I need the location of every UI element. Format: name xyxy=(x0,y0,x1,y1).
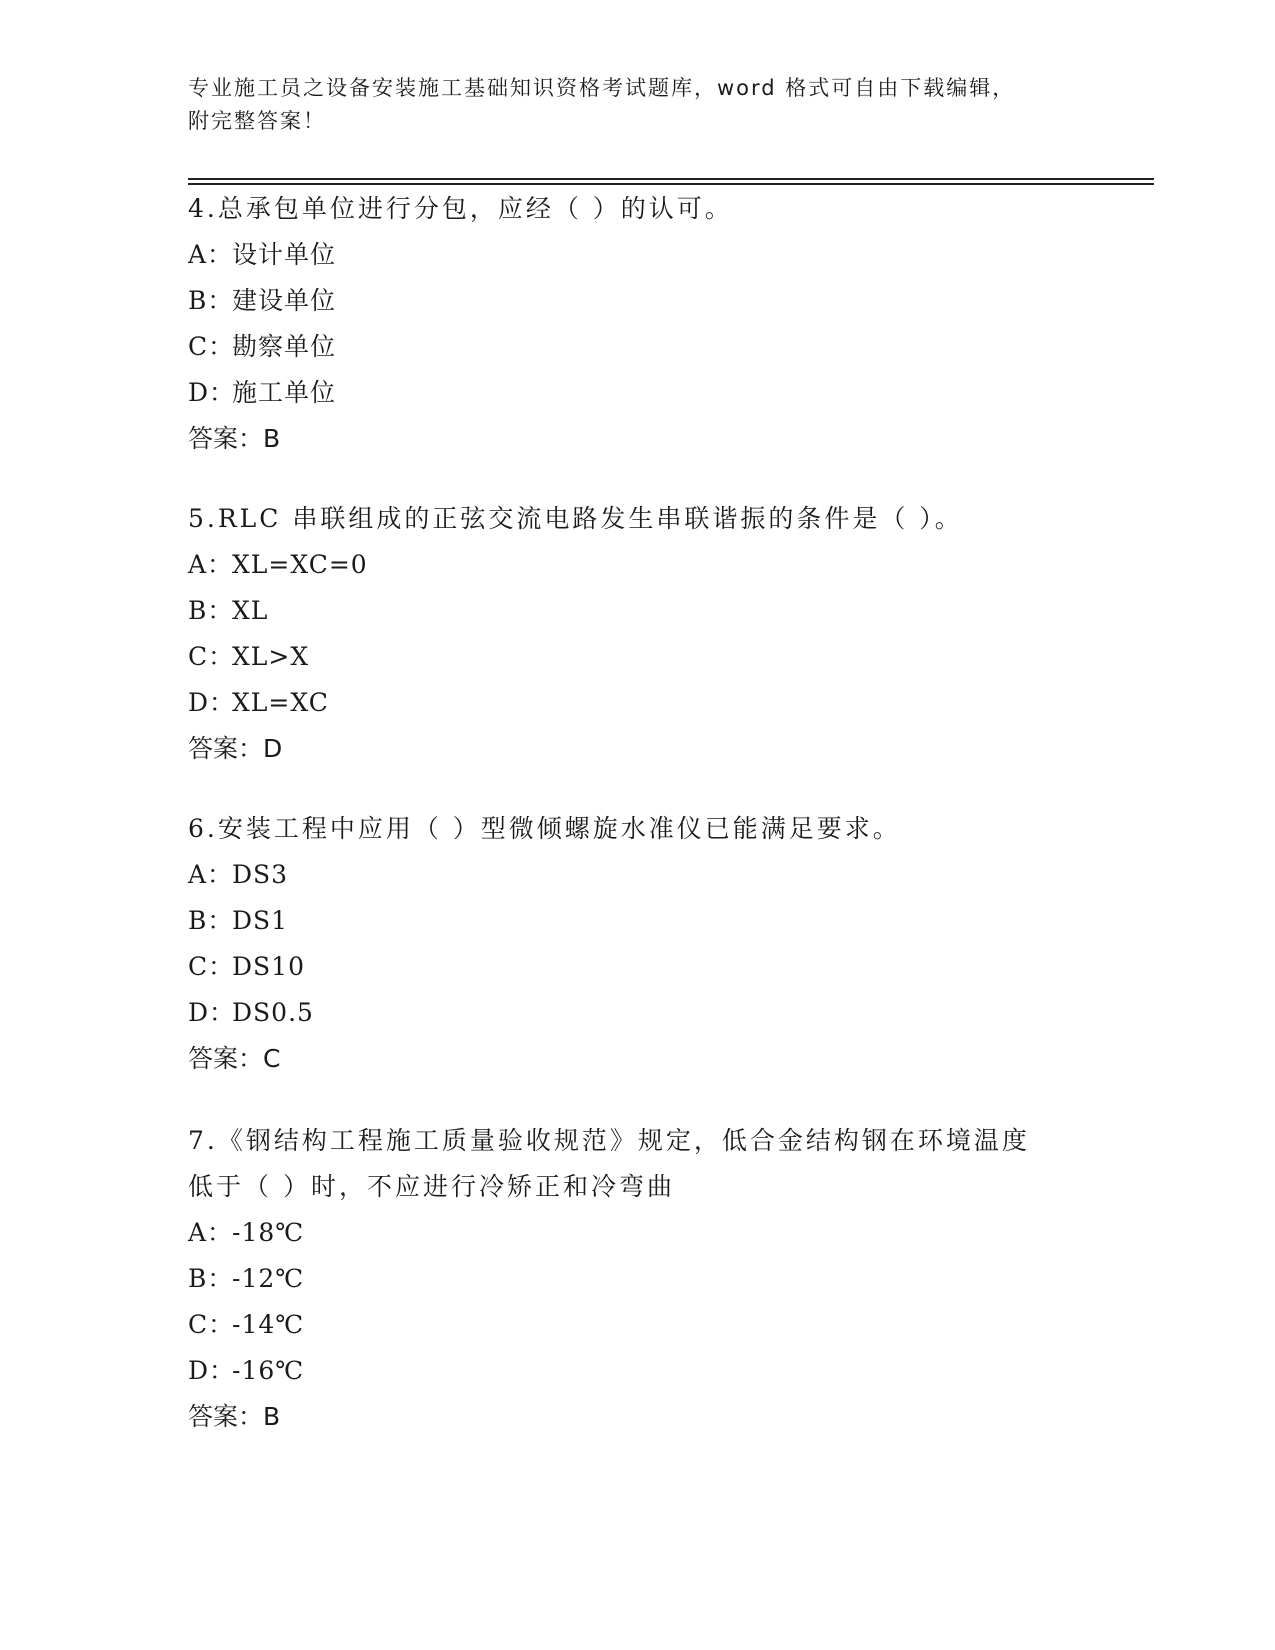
option-d: D：DS0.5 xyxy=(188,998,314,1027)
header-divider-bottom xyxy=(188,183,1154,185)
option-b: B：-12℃ xyxy=(188,1264,305,1293)
question-stem-line-2: 低于（ ）时，不应进行冷矫正和冷弯曲 xyxy=(188,1172,675,1201)
option-c: C：XL>X xyxy=(188,642,310,671)
option-d: D：-16℃ xyxy=(188,1356,305,1385)
header-line-1: 专业施工员之设备安装施工基础知识资格考试题库，word 格式可自由下载编辑， xyxy=(188,76,1016,100)
question-stem-line-1: 7.《钢结构工程施工质量验收规范》规定，低合金结构钢在环境温度 xyxy=(188,1126,1030,1155)
header-divider-top xyxy=(188,178,1154,180)
option-d: D：施工单位 xyxy=(188,378,337,407)
option-a: A：设计单位 xyxy=(188,240,337,269)
question-5 xyxy=(188,496,1088,772)
option-b: B：DS1 xyxy=(188,906,289,935)
option-c: C：-14℃ xyxy=(188,1310,305,1339)
question-stem: 4.总承包单位进行分包，应经（ ）的认可。 xyxy=(188,194,733,223)
document-header xyxy=(188,72,1088,138)
question-stem: 6.安装工程中应用（ ）型微倾螺旋水准仪已能满足要求。 xyxy=(188,814,901,843)
question-7 xyxy=(188,1118,1088,1440)
option-b: B：建设单位 xyxy=(188,286,337,315)
answer: 答案：D xyxy=(188,734,283,763)
option-b: B：XL xyxy=(188,596,269,625)
option-c: C：勘察单位 xyxy=(188,332,337,361)
question-4 xyxy=(188,186,1088,462)
answer: 答案：B xyxy=(188,424,281,453)
header-line-2: 附完整答案！ xyxy=(188,109,326,133)
question-6 xyxy=(188,806,1088,1082)
option-c: C：DS10 xyxy=(188,952,305,981)
answer: 答案：B xyxy=(188,1402,281,1431)
answer: 答案：C xyxy=(188,1044,281,1073)
option-d: D：XL=XC xyxy=(188,688,329,717)
option-a: A：XL=XC=0 xyxy=(188,550,368,579)
option-a: A：-18℃ xyxy=(188,1218,305,1247)
option-a: A：DS3 xyxy=(188,860,289,889)
question-stem: 5.RLC 串联组成的正弦交流电路发生串联谐振的条件是（ ）。 xyxy=(188,504,963,533)
